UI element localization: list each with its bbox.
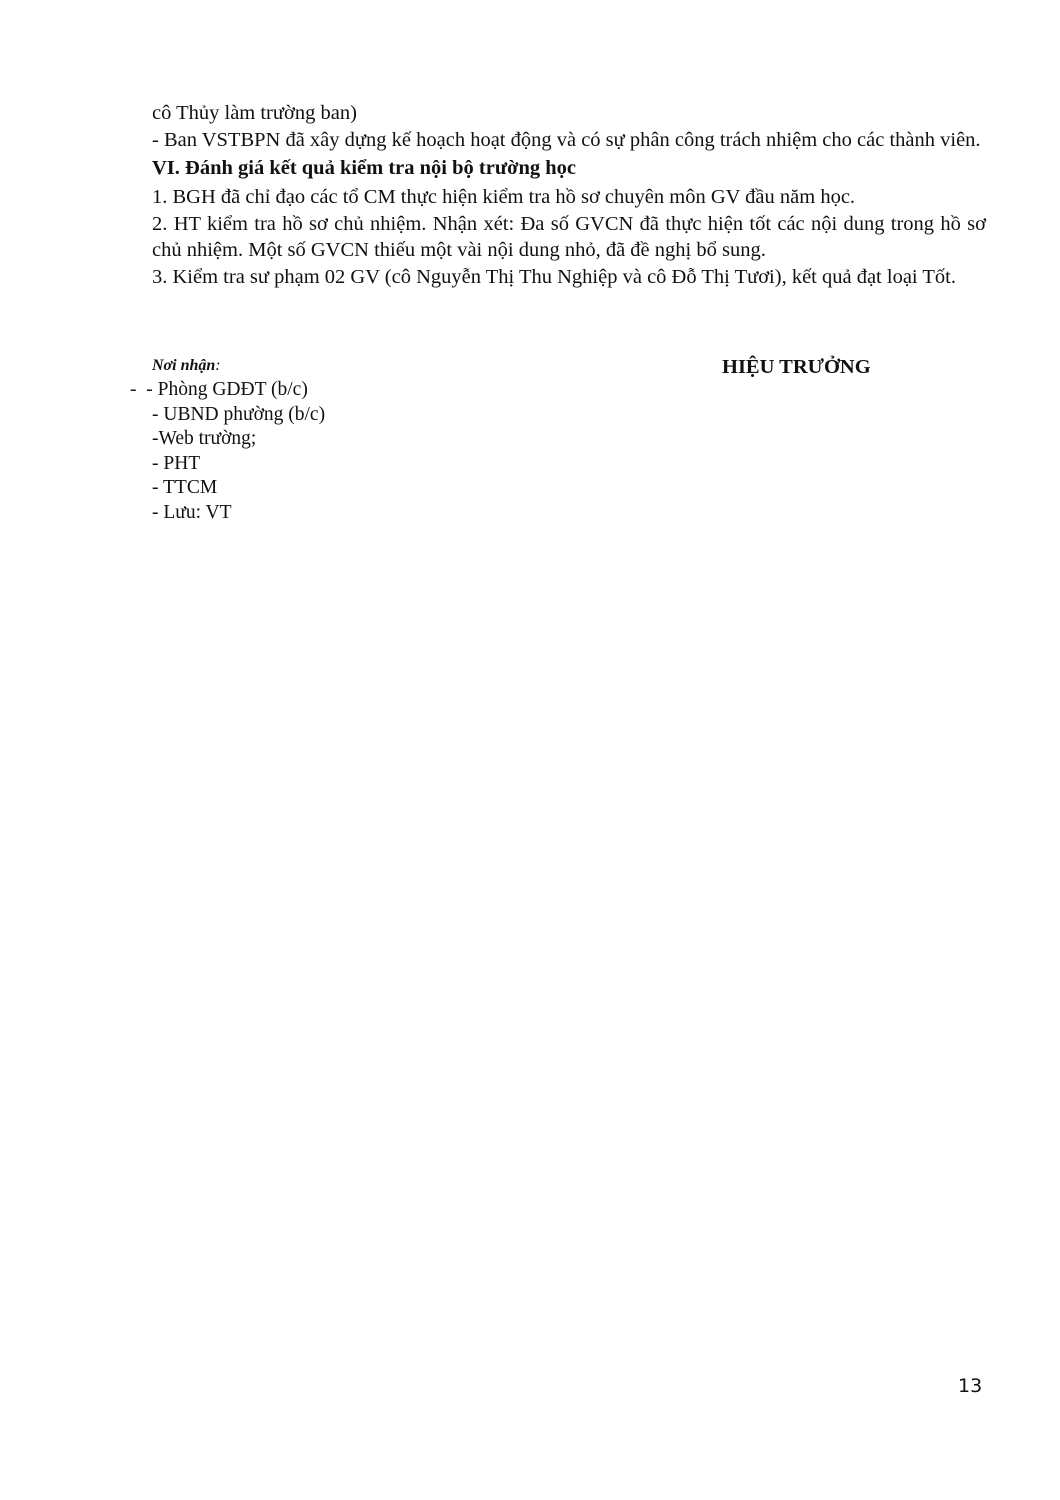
recipient-line: - UBND phường (b/c)	[152, 403, 326, 425]
recipients-title	[152, 355, 530, 377]
signature-title: HIỆU TRƯỞNG	[722, 356, 871, 378]
page-number: 13	[958, 1375, 983, 1397]
list-item: 2. HT kiểm tra hồ sơ chủ nhiệm. Nhận xét: Đa số GVCN đã thực hiện tốt các nội dung trong hồ sơ chủ nhiệm. Một số GVCN thiếu một vài nội dung nhỏ, đã đề nghị bổ sung.	[152, 212, 986, 261]
recipients-title-colon: :	[215, 357, 221, 374]
section-heading-vi: VI. Đánh giá kết quả kiểm tra nội bộ trường học	[152, 157, 577, 179]
recipient-line: - - Phòng GDĐT (b/c)	[130, 379, 308, 400]
recipients-block	[130, 355, 530, 525]
recipient-line: - PHT	[152, 452, 201, 474]
recipients-title-text: Nơi nhận	[152, 357, 216, 374]
recipient-line: - Lưu: VT	[152, 501, 232, 523]
list-item: 1. BGH đã chỉ đạo các tổ CM thực hiện kiểm tra hồ sơ chuyên môn GV đầu năm học.	[152, 186, 856, 208]
recipient-line: -Web trường;	[152, 428, 257, 449]
recipient-line: - TTCM	[152, 477, 218, 498]
report-body	[152, 100, 986, 290]
paragraph-continuation: cô Thủy làm trường ban)	[152, 102, 357, 124]
list-item: 3. Kiểm tra sư phạm 02 GV (cô Nguyễn Thị Thu Nghiệp và cô Đỗ Thị Tươi), kết quả đạt loại Tốt.	[152, 265, 956, 288]
paragraph-vstbpn-plan: - Ban VSTBPN đã xây dựng kế hoạch hoạt động và có sự phân công trách nhiệm cho các thành viên.	[152, 128, 981, 151]
